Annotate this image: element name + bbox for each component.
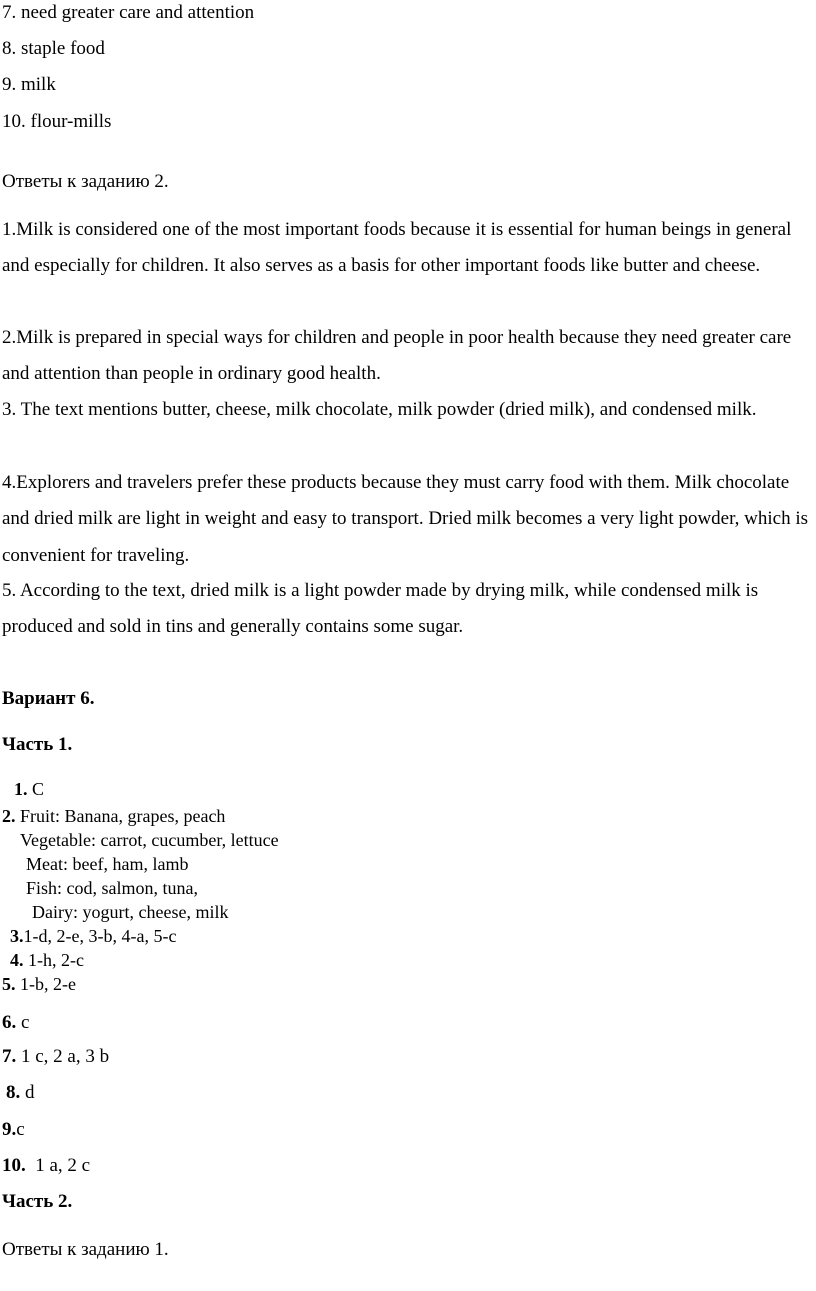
list-item-8: 8. staple food: [2, 38, 105, 59]
answers-task1-heading: Ответы к заданию 1.: [2, 1239, 169, 1260]
answer-paragraph-5: 5. According to the text, dried milk is a light powder made by drying milk, while condensed milk is produced and sold in tins and generally contains some sugar.: [2, 580, 759, 638]
part2-heading: Часть 2.: [2, 1191, 73, 1212]
answers-task2-heading: Ответы к заданию 2.: [2, 171, 169, 192]
list-item-7: 7. need greater care and attention: [2, 2, 255, 23]
part1-answer-7: 7. 1 c, 2 a, 3 b: [2, 1046, 110, 1067]
part1-heading: Часть 1.: [2, 734, 73, 755]
part1-answer-2-meat: Meat: beef, ham, lamb: [26, 854, 189, 874]
part1-answer-9: 9.c: [2, 1119, 25, 1140]
part1-answer-2-dairy: Dairy: yogurt, cheese, milk: [32, 902, 229, 922]
answer-paragraph-1: 1.Milk is considered one of the most important foods because it is essential for human beings in general and especially for children. It also serves as a basis for other important foods like butter and cheese.: [2, 219, 792, 277]
part1-answer-2: 2. Fruit: Banana, grapes, peach: [2, 806, 226, 826]
answer-paragraph-4: 4.Explorers and travelers prefer these products because they must carry food with them. Milk chocolate and dried milk are light in weight and easy to transport. Dried milk becomes a very light powder, which is convenient for traveling.: [2, 472, 809, 566]
list-item-9: 9. milk: [2, 74, 56, 95]
list-item-10: 10. flour-mills: [2, 111, 112, 132]
part1-answer-10: 10. 1 a, 2 c: [2, 1155, 91, 1176]
part1-answer-1: 1. C: [14, 779, 45, 799]
part1-answer-6: 6. c: [2, 1012, 30, 1033]
part1-answer-2-fish: Fish: cod, salmon, tuna,: [26, 878, 198, 898]
answer-paragraph-3: 3. The text mentions butter, cheese, milk chocolate, milk powder (dried milk), and condensed milk.: [2, 399, 757, 420]
answer-paragraph-2: 2.Milk is prepared in special ways for children and people in poor health because they need greater care and attention than people in ordinary good health.: [2, 327, 792, 385]
variant-heading: Вариант 6.: [2, 688, 95, 709]
part1-answer-3: 3.1-d, 2-e, 3-b, 4-a, 5-c: [10, 926, 177, 946]
part1-answer-2-vegetable: Vegetable: carrot, cucumber, lettuce: [20, 830, 279, 850]
part1-answer-5: 5. 1-b, 2-e: [2, 974, 76, 994]
part1-answer-4: 4. 1-h, 2-c: [10, 950, 84, 970]
part1-answer-8: 8. d: [6, 1082, 35, 1103]
